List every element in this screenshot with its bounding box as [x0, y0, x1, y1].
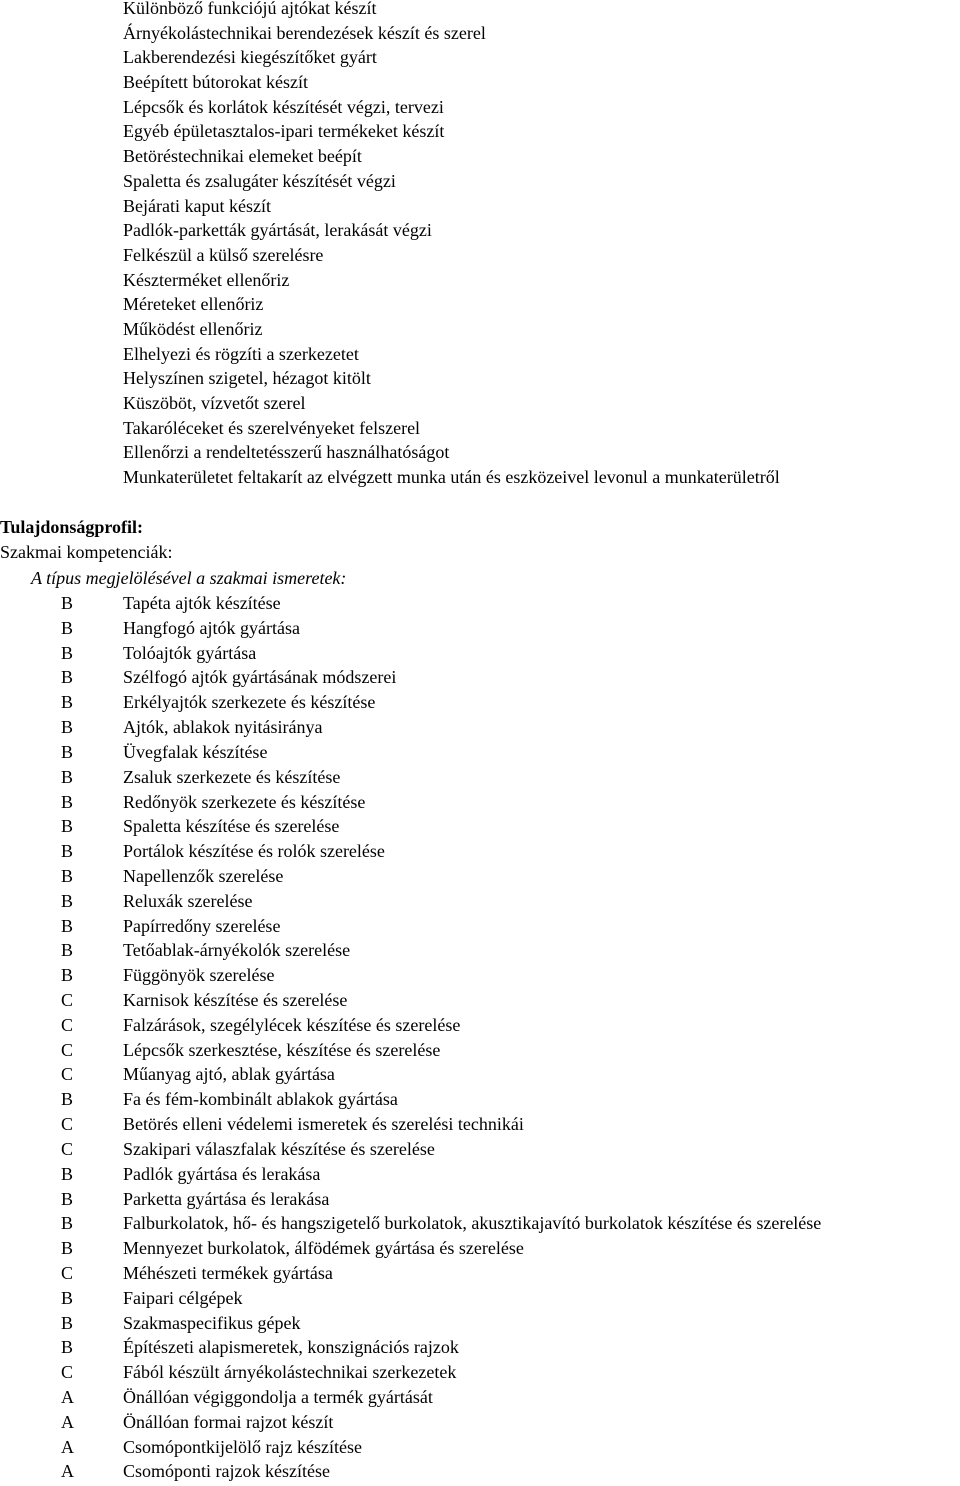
- competency-text: Papírredőny szerelése: [123, 915, 281, 936]
- competency-text: Karnisok készítése és szerelése: [123, 990, 348, 1010]
- task-item: Küszöböt, vízvetőt szerel: [123, 393, 306, 413]
- task-item: Készterméket ellenőriz: [123, 269, 290, 290]
- competency-text: Falburkolatok, hő- és hangszigetelő burkolatok, akusztikajavító burkolatok készítése és szerelése: [123, 1213, 822, 1234]
- competency-level: B: [61, 940, 74, 961]
- competency-level: A: [61, 1436, 74, 1457]
- competency-level: B: [61, 816, 74, 837]
- competency-level: B: [61, 1089, 74, 1110]
- competency-text: Üvegfalak készítése: [123, 741, 268, 762]
- competency-level: B: [61, 617, 74, 638]
- competency-level: C: [61, 1114, 74, 1135]
- competency-level: B: [61, 841, 74, 862]
- competency-text: Fából készült árnyékolástechnikai szerkezetek: [123, 1362, 457, 1383]
- competency-text: Spaletta készítése és szerelése: [123, 816, 340, 837]
- competency-text: Műanyag ajtó, ablak gyártása: [123, 1064, 335, 1085]
- task-item: Ellenőrzi a rendeltetésszerű használhatóságot: [123, 442, 450, 463]
- competency-text: Önállóan formai rajzot készít: [123, 1411, 334, 1432]
- task-item: Működést ellenőriz: [123, 318, 263, 339]
- competency-level: B: [61, 1287, 74, 1308]
- competency-text: Lépcsők szerkesztése, készítése és szerelése: [123, 1039, 441, 1060]
- competency-text: Reluxák szerelése: [123, 890, 253, 911]
- competency-level: C: [61, 990, 74, 1010]
- competency-level: B: [61, 915, 74, 936]
- task-item: Egyéb épületasztalos-ipari termékeket készít: [123, 121, 445, 142]
- type-note: A típus megjelölésével a szakmai ismeretek:: [31, 568, 347, 588]
- competency-text: Tapéta ajtók készítése: [123, 593, 281, 613]
- competency-text: Redőnyök szerkezete és készítése: [123, 791, 366, 812]
- competency-level: C: [61, 1064, 74, 1085]
- task-item: Takaróléceket és szerelvényeket felszerel: [123, 417, 421, 438]
- profile-heading: Tulajdonságprofil:: [0, 517, 144, 537]
- task-item: Különböző funkciójú ajtókat készít: [123, 0, 377, 18]
- competency-level: C: [61, 1362, 74, 1383]
- competency-level: B: [61, 717, 74, 738]
- competency-level: B: [61, 593, 74, 613]
- competency-level: A: [61, 1461, 74, 1482]
- competency-level: B: [61, 642, 74, 663]
- competency-text: Csomóponti rajzok készítése: [123, 1461, 330, 1482]
- competency-text: Függönyök szerelése: [123, 965, 275, 986]
- competency-level: B: [61, 741, 74, 762]
- task-item: Méreteket ellenőriz: [123, 294, 264, 315]
- task-item: Bejárati kaput készít: [123, 195, 271, 216]
- competency-level: B: [61, 865, 74, 886]
- competency-level: B: [61, 1337, 74, 1358]
- task-item: Helyszínen szigetel, hézagot kitölt: [123, 368, 371, 389]
- competency-text: Padlók gyártása és lerakása: [123, 1163, 321, 1184]
- competency-level: B: [61, 1213, 74, 1234]
- task-item: Betöréstechnikai elemeket beépít: [123, 146, 362, 167]
- competency-text: Faipari célgépek: [123, 1287, 243, 1308]
- task-item: Munkaterületet feltakarít az elvégzett munka után és eszközeivel levonul a munkaterületről: [123, 467, 780, 488]
- competency-text: Ajtók, ablakok nyitásiránya: [123, 717, 323, 738]
- task-item: Beépített bútorokat készít: [123, 72, 308, 93]
- competency-level: B: [61, 692, 74, 713]
- competency-level: B: [61, 1312, 74, 1333]
- competency-text: Csomópontkijelölő rajz készítése: [123, 1436, 362, 1457]
- competency-text: Méhészeti termékek gyártása: [123, 1262, 333, 1283]
- competency-level: B: [61, 1188, 74, 1209]
- competency-level: C: [61, 1138, 74, 1159]
- competency-level: B: [61, 890, 74, 911]
- competency-text: Falzárások, szegélylécek készítése és szerelése: [123, 1014, 461, 1035]
- competency-text: Zsaluk szerkezete és készítése: [123, 766, 341, 787]
- task-item: Árnyékolástechnikai berendezések készít és szerel: [123, 22, 486, 43]
- competencies-subheading: Szakmai kompetenciák:: [0, 542, 173, 562]
- competency-text: Szakmaspecifikus gépek: [123, 1312, 301, 1333]
- competency-level: B: [61, 1238, 74, 1259]
- competency-text: Mennyezet burkolatok, álfödémek gyártása és szerelése: [123, 1238, 524, 1259]
- competency-level: A: [61, 1411, 74, 1432]
- competency-text: Önállóan végiggondolja a termék gyártását: [123, 1387, 433, 1407]
- competency-text: Tolóajtók gyártása: [123, 642, 257, 663]
- competency-level: B: [61, 965, 74, 986]
- competency-text: Parketta gyártása és lerakása: [123, 1188, 330, 1209]
- task-item: Felkészül a külső szerelésre: [123, 244, 324, 265]
- competency-text: Napellenzők szerelése: [123, 865, 284, 886]
- competency-text: Hangfogó ajtók gyártása: [123, 617, 300, 638]
- competency-text: Szélfogó ajtók gyártásának módszerei: [123, 667, 397, 688]
- competency-text: Portálok készítése és rolók szerelése: [123, 841, 385, 862]
- competency-text: Tetőablak-árnyékolók szerelése: [123, 940, 351, 961]
- competency-text: Betörés elleni védelemi ismeretek és szerelési technikái: [123, 1114, 524, 1135]
- competency-level: B: [61, 667, 74, 688]
- competency-level: C: [61, 1262, 74, 1283]
- competency-text: Erkélyajtók szerkezete és készítése: [123, 692, 376, 713]
- task-item: Spaletta és zsalugáter készítését végzi: [123, 170, 396, 191]
- task-item: Elhelyezi és rögzíti a szerkezetet: [123, 343, 359, 364]
- competency-level: B: [61, 766, 74, 787]
- task-list: [123, 0, 780, 490]
- task-item: Lakberendezési kiegészítőket gyárt: [123, 47, 377, 68]
- competency-level: B: [61, 1163, 74, 1184]
- competency-level: C: [61, 1039, 74, 1060]
- competency-text: Szakipari válaszfalak készítése és szerelése: [123, 1138, 435, 1159]
- task-item: Lépcsők és korlátok készítését végzi, tervezi: [123, 96, 444, 117]
- competency-level: B: [61, 791, 74, 812]
- competency-text: Építészeti alapismeretek, konszignációs rajzok: [123, 1337, 459, 1358]
- competency-text: Fa és fém-kombinált ablakok gyártása: [123, 1089, 398, 1110]
- competency-level: A: [61, 1387, 74, 1407]
- competency-level: C: [61, 1014, 74, 1035]
- task-item: Padlók-parketták gyártását, lerakását végzi: [123, 220, 432, 241]
